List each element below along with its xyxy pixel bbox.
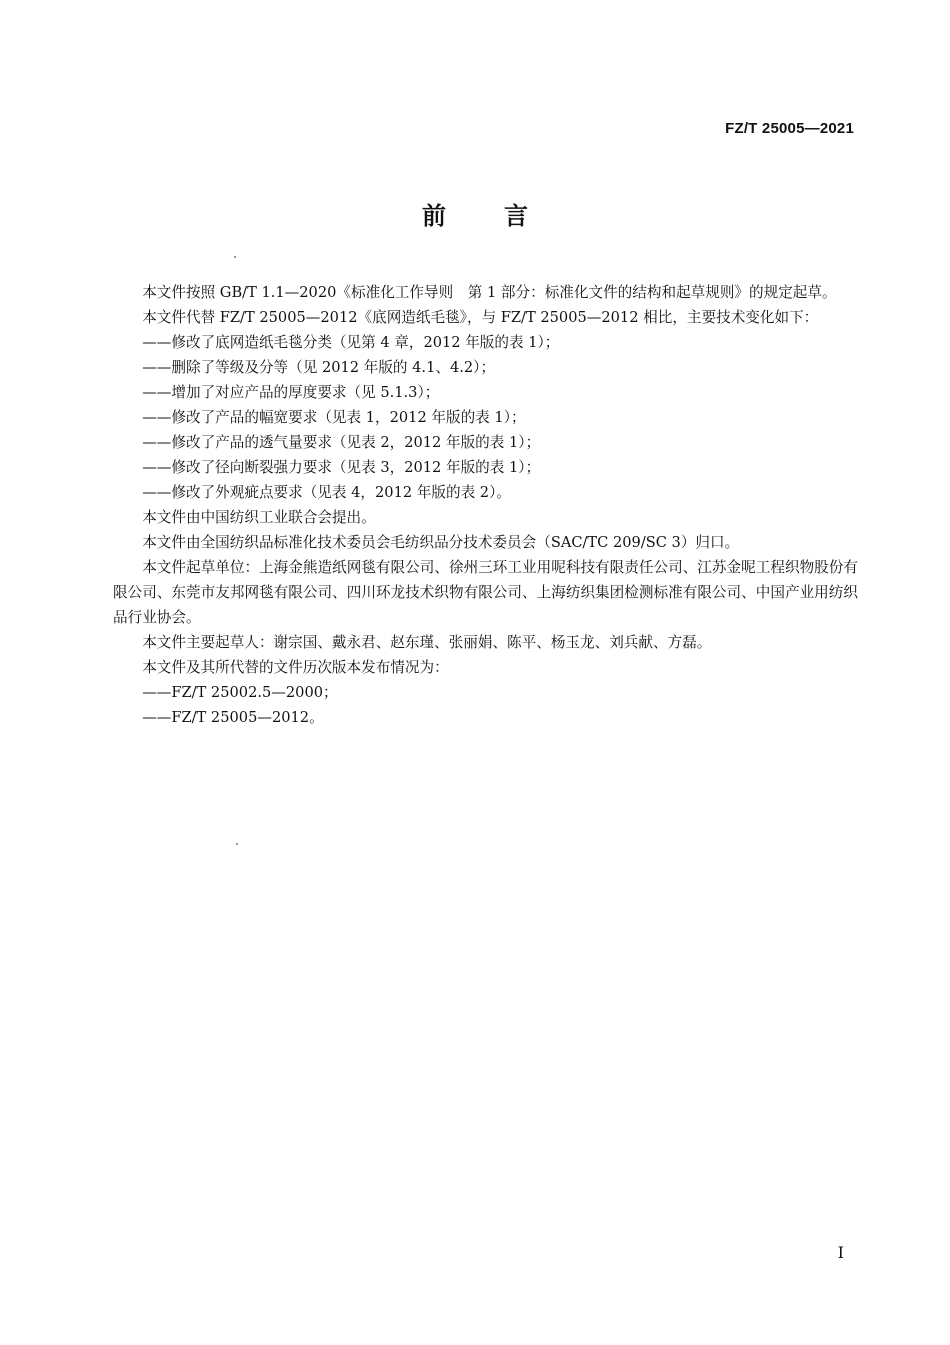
title-char-1: 前	[422, 202, 446, 230]
paragraph-committee: 本文件由全国纺织品标准化技术委员会毛纺织品分技术委员会（SAC/TC 209/SC 3）归口。	[142, 534, 740, 551]
history-item: ——FZ/T 25002.5—2000；	[142, 684, 338, 701]
paragraph-replacement: 本文件代替 FZ/T 25005—2012《底网造纸毛毯》，与 FZ/T 25005—2012 相比，主要技术变化如下：	[142, 309, 819, 326]
paragraph-history-intro: 本文件及其所代替的文件历次版本发布情况为：	[142, 659, 449, 676]
paragraph-drafting-units: 本文件起草单位：上海金熊造纸网毯有限公司、徐州三环工业用呢科技有限责任公司、江苏金呢工程织物股份有限公司、东莞市友邦网毯有限公司、四川环龙技术织物有限公司、上海纺织集团检测标准有限公司、中国产业用纺织品行业协会。	[113, 559, 858, 626]
paragraph-drafters: 本文件主要起草人：谢宗国、戴永君、赵东瑾、张丽娟、陈平、杨玉龙、刘兵献、方磊。	[142, 634, 712, 651]
page-number: I	[837, 1243, 844, 1262]
change-item: ——修改了底网造纸毛毯分类（见第 4 章，2012 年版的表 1）；	[142, 334, 560, 351]
change-item: ——修改了径向断裂强力要求（见表 3，2012 年版的表 1）；	[142, 459, 541, 476]
scan-speck	[234, 256, 236, 258]
change-item: ——增加了对应产品的厚度要求（见 5.1.3）；	[142, 384, 440, 401]
change-item: ——删除了等级及分等（见 2012 年版的 4.1、4.2）；	[142, 359, 496, 376]
paragraph-proposer: 本文件由中国纺织工业联合会提出。	[142, 509, 376, 526]
document-code: FZ/T 25005—2021	[725, 120, 854, 137]
scan-speck	[236, 843, 238, 845]
change-item: ——修改了产品的透气量要求（见表 2，2012 年版的表 1）；	[142, 434, 541, 451]
preface-body	[113, 280, 858, 730]
paragraph-drafting-rule: 本文件按照 GB/T 1.1—2020《标准化工作导则 第 1 部分：标准化文件的结构和起草规则》的规定起草。	[142, 284, 837, 301]
history-item: ——FZ/T 25005—2012。	[142, 709, 324, 726]
title-char-2: 言	[504, 202, 528, 230]
change-item: ——修改了产品的幅宽要求（见表 1，2012 年版的表 1）；	[142, 409, 526, 426]
page-title	[0, 196, 950, 231]
change-item: ——修改了外观疵点要求（见表 4，2012 年版的表 2）。	[142, 484, 511, 501]
